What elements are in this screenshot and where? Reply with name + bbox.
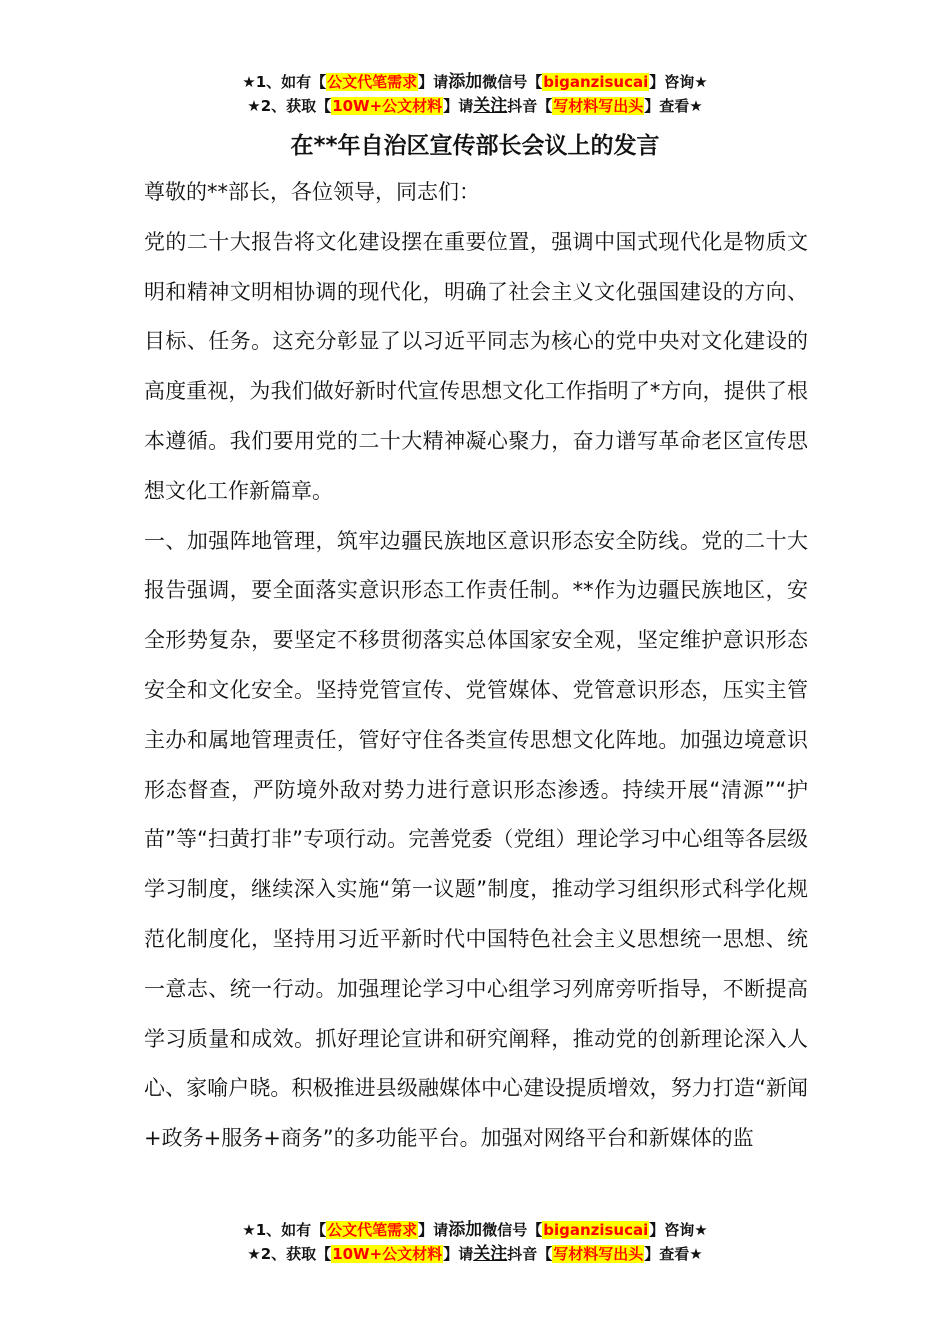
header-banner-line-2 bbox=[0, 94, 950, 118]
banner-text: 】查看★ bbox=[644, 1245, 703, 1263]
paragraph: 一、加强阵地管理，筑牢边疆民族地区意识形态安全防线。党的二十大报告强调，要全面落实意识形态工作责任制。**作为边疆民族地区，安全形势复杂，要坚定不移贯彻落实总体国家安全观，坚定维护意识形态安全和文化安全。坚持党管宣传、党管媒体、党管意识形态，压实主管主办和属地管理责任，管好守住各类宣传思想文化阵地。加强边境意识形态督查，严防境外敌对势力进行意识形态渗透。持续开展“清源”“护苗”等“扫黄打非”专项行动。完善党委（党组）理论学习中心组等各层级学习制度，继续深入实施“第一议题”制度，推动学习组织形式科学化规范化制度化，坚持用习近平新时代中国特色社会主义思想统一思想、统一意志、统一行动。加强理论学习中心组学习列席旁听指导，不断提高学习质量和成效。抓好理论宣讲和研究阐释，推动党的创新理论深入人心、家喻户晓。积极推进县级融媒体中心建设提质增效，努力打造“新闻+政务+服务+商务”的多功能平台。加强对网络平台和新媒体的监 bbox=[144, 528, 808, 1151]
footer-banner-line-2 bbox=[0, 1242, 950, 1266]
banner-text: 微信号【 bbox=[482, 1221, 543, 1239]
banner-text: 抖音【 bbox=[507, 1245, 553, 1263]
banner-text: ★2、获取【 bbox=[247, 1245, 332, 1263]
banner-text: 】请 bbox=[418, 1221, 449, 1239]
footer-banner bbox=[0, 1218, 950, 1266]
banner-text: ★2、获取【 bbox=[247, 97, 332, 115]
banner-highlight-wechat-id: biganzisucai bbox=[543, 73, 649, 91]
banner-emphasis: 关注 bbox=[473, 96, 508, 116]
banner-text: 微信号【 bbox=[482, 73, 543, 91]
banner-text: 】请 bbox=[418, 73, 449, 91]
banner-highlight-douyin: 写材料写出头 bbox=[553, 97, 644, 115]
banner-text: 】咨询★ bbox=[649, 1221, 708, 1239]
banner-text: ★1、如有【 bbox=[242, 1221, 327, 1239]
banner-text: 】查看★ bbox=[644, 97, 703, 115]
banner-highlight-service: 公文代笔需求 bbox=[327, 1221, 418, 1239]
header-banner-line-1 bbox=[0, 70, 950, 94]
banner-highlight-douyin: 写材料写出头 bbox=[553, 1245, 644, 1263]
banner-emphasis: 关注 bbox=[473, 1244, 508, 1264]
footer-banner-line-1 bbox=[0, 1218, 950, 1242]
banner-highlight-service: 公文代笔需求 bbox=[327, 73, 418, 91]
header-banner bbox=[0, 70, 950, 118]
banner-highlight-materials: 10W+公文材料 bbox=[332, 1245, 443, 1263]
banner-text: 】请 bbox=[443, 1245, 474, 1263]
banner-text: 】咨询★ bbox=[649, 73, 708, 91]
document-body bbox=[144, 168, 808, 1164]
document-title: 在**年自治区宣传部长会议上的发言 bbox=[290, 133, 660, 159]
banner-text: ★1、如有【 bbox=[242, 73, 327, 91]
banner-text: 抖音【 bbox=[507, 97, 553, 115]
banner-text: 】请 bbox=[443, 97, 474, 115]
banner-emphasis: 添加 bbox=[448, 1220, 483, 1240]
paragraph: 党的二十大报告将文化建设摆在重要位置，强调中国式现代化是物质文明和精神文明相协调的现代化，明确了社会主义文化强国建设的方向、目标、任务。这充分彰显了以习近平同志为核心的党中央对文化建设的高度重视，为我们做好新时代宣传思想文化工作指明了*方向，提供了根本遵循。我们要用党的二十大精神凝心聚力，奋力谱写革命老区宣传思想文化工作新篇章。 bbox=[144, 229, 808, 503]
banner-highlight-wechat-id: biganzisucai bbox=[543, 1221, 649, 1239]
banner-emphasis: 添加 bbox=[448, 72, 483, 92]
banner-highlight-materials: 10W+公文材料 bbox=[332, 97, 443, 115]
salutation: 尊敬的**部长，各位领导，同志们： bbox=[144, 180, 480, 204]
